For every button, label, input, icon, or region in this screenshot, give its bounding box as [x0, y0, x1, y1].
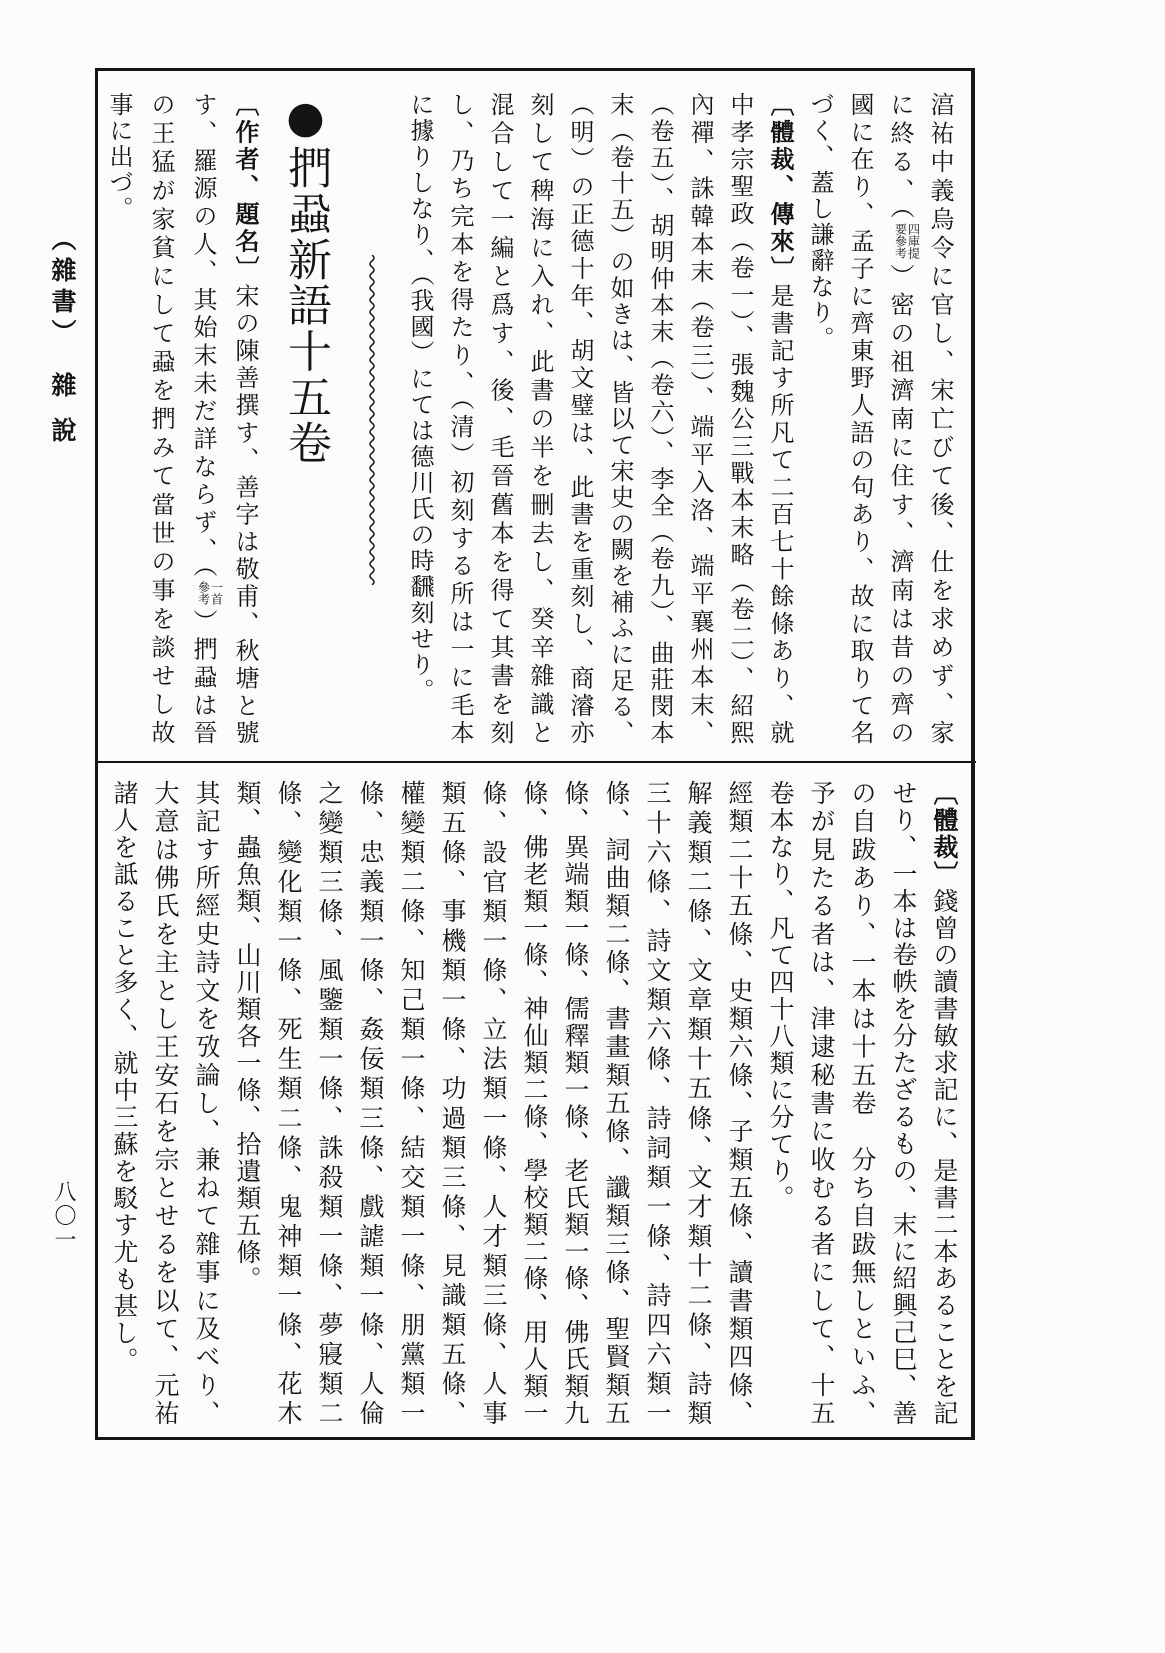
text-run: 中孝宗聖政（卷一）、張魏公三戰本末略（卷二）、紹熙: [726, 92, 754, 744]
upper-new-entry-body: [98, 92, 266, 744]
text-run: 條、變化類一條、死生類二條、鬼神類一條、花木: [274, 780, 303, 1425]
text-run: 刻して稗海に入れ、此書の半を刪去し、癸辛雜識と: [526, 92, 554, 744]
text-column: [555, 780, 596, 1425]
inline-note-line: 一首: [209, 580, 224, 605]
text-column: [98, 92, 140, 744]
text-run: 大意は佛氏を主とし王安石を宗とせるを以て、元祐: [151, 780, 180, 1425]
wavy-line: [370, 255, 374, 585]
text-column: [227, 780, 268, 1425]
page-number: 八〇一: [51, 1180, 76, 1252]
text-column: [268, 780, 309, 1425]
inline-note-line: 要參考: [893, 222, 908, 259]
inline-note-line: 四庫提: [906, 222, 921, 259]
text-run: 內禪、誅韓本末（卷三）、端平入洛、端平襄州本末、: [686, 92, 714, 744]
section-heading: 〔體裁、傳來〕: [766, 92, 795, 284]
text-column: [842, 780, 883, 1425]
text-column: [760, 92, 800, 744]
section-heading: 〔體裁〕: [930, 780, 959, 888]
text-column: [309, 780, 350, 1425]
text-column: [924, 780, 965, 1425]
text-column: [880, 92, 920, 744]
text-run: （卷五）、胡明仲本末（卷六）、李全（卷九）、曲莊閔本: [646, 92, 674, 744]
text-run: に終る、（: [886, 92, 914, 223]
text-run: 國に在り、孟子に齊東野人語の句あり、故に取りて名: [846, 92, 874, 744]
text-run: 條、設官類一條、立法類一條、人才類三條、人事: [479, 780, 508, 1425]
text-column: [140, 92, 182, 744]
text-run: 條、佛老類一條、神仙類二條、學校類二條、用人類一: [520, 780, 549, 1425]
horizontal-divider: [95, 761, 976, 763]
text-column: [560, 92, 600, 744]
text-run: づく、蓋し謙辭なり。: [806, 92, 834, 352]
text-run: 其記す所經史詩文を攷論し、兼ねて雜事に及べり、: [192, 780, 221, 1425]
text-column: [182, 92, 224, 744]
running-head-title: 雜說: [48, 372, 77, 462]
text-column: [800, 92, 840, 744]
text-column: [350, 780, 391, 1425]
text-column: [678, 780, 719, 1425]
text-run: に據りしなり、（我國）にては德川氏の時飜刻せり。: [406, 92, 434, 704]
text-column: [480, 92, 520, 744]
inline-note: [894, 223, 920, 259]
text-run: 是書記す所凡て二百七十餘條あり、就: [766, 283, 794, 745]
text-column: [145, 780, 186, 1425]
text-column: [920, 92, 960, 744]
text-column: [432, 780, 473, 1425]
text-column: [440, 92, 480, 744]
text-column: [680, 92, 720, 744]
text-run: 解義類二條、文章類十五條、文才類十二條、詩類: [684, 780, 713, 1425]
entry-title-text: 捫蝨新語十五卷: [280, 144, 331, 465]
entry-title: [272, 92, 338, 464]
text-run: ）捫蝨は晉: [189, 604, 217, 745]
text-run: 條、詞曲類二條、書畫類五條、讖類三條、聖賢類五: [602, 780, 631, 1425]
text-run: ）密の祖濟南に住す、濟南は昔の齊の: [886, 258, 914, 745]
text-run: し、乃ち完本を得たり、（清）初刻する所は一に毛本: [446, 92, 474, 744]
text-run: 三十六條、詩文類六條、詩詞類一條、詩四六類一: [643, 780, 672, 1425]
text-column: [719, 780, 760, 1425]
text-run: 諸人を詆ること多く、就中三蘇を駁す尤も甚し。: [110, 780, 139, 1374]
text-run: 條、忠義類一條、姦佞類三條、戲謔類一條、人倫: [356, 780, 385, 1425]
text-column: [720, 92, 760, 744]
inline-note: [197, 581, 223, 605]
inline-note-line: 參考: [196, 580, 211, 605]
text-run: 類五條、事機類一條、功過類三條、見識類五條、: [438, 780, 467, 1425]
text-run: （明）の正德十年、胡文璧は、此書を重刻し、商濬亦: [566, 92, 594, 744]
text-column: [186, 780, 227, 1425]
text-column: [520, 92, 560, 744]
text-run: 錢曾の讀書敏求記に、是書二本あることを記: [930, 887, 959, 1426]
text-column: [637, 780, 678, 1425]
text-column: [473, 780, 514, 1425]
text-run: 卷本なり、凡て四十八類に分てり。: [766, 780, 795, 1212]
running-head: [44, 226, 80, 462]
text-run: 湻祐中義烏令に官し、宋亡びて後、仕を求めず、家: [926, 92, 954, 744]
running-head-section: （雜書）: [48, 226, 77, 350]
text-column: [391, 780, 432, 1425]
text-run: の自跋あり、一本は十五卷 分ち自跋無しといふ、: [848, 780, 877, 1425]
text-run: 事に出づ。: [105, 92, 133, 222]
text-run: 混合して一編と爲す、後、毛晉舊本を得て其書を刻: [486, 92, 514, 744]
text-run: 末（卷十五）の如きは、皆以て宋史の闕を補ふに足る、: [606, 92, 634, 744]
text-column: [596, 780, 637, 1425]
text-column: [760, 780, 801, 1425]
upper-entry-continued: [400, 92, 960, 744]
text-run: 經類二十五條、史類六條、子類五條、讀書類四條、: [725, 780, 754, 1425]
text-column: [840, 92, 880, 744]
text-run: す、羅源の人、其始末未だ詳ならず、（: [189, 92, 217, 581]
text-run: 條、異端類一條、儒釋類一條、老氏類一條、佛氏類九: [561, 780, 590, 1425]
text-run: の王猛が家貧にして蝨を捫みて當世の事を談せし故: [147, 92, 175, 744]
wavy-divider: [362, 255, 382, 585]
text-column: [224, 92, 266, 744]
lower-entry-body: [104, 780, 965, 1425]
text-column: [801, 780, 842, 1425]
text-run: 類、蟲魚類、山川類各一條、拾遺類五條。: [233, 780, 262, 1293]
text-column: [883, 780, 924, 1425]
text-run: 宋の陳善撰す、善字は敬甫、秋塘と號: [231, 283, 259, 745]
text-run: 予が見たる者は、津逮秘書に收むる者にして、十五: [807, 780, 836, 1425]
text-run: 權變類二條、知己類一條、結交類一條、朋黨類一: [397, 780, 426, 1425]
text-run: せり、一本は卷帙を分たざるもの、末に紹興己巳、善: [889, 780, 918, 1425]
text-column: [514, 780, 555, 1425]
text-column: [640, 92, 680, 744]
section-heading: 〔作者、題名〕: [231, 92, 260, 284]
text-column: [400, 92, 440, 744]
text-run: 之變類三條、風鑒類一條、誅殺類一條、夢寢類二: [315, 780, 344, 1425]
text-column: [600, 92, 640, 744]
bullet-marker: ●: [280, 92, 331, 145]
text-column: [104, 780, 145, 1425]
